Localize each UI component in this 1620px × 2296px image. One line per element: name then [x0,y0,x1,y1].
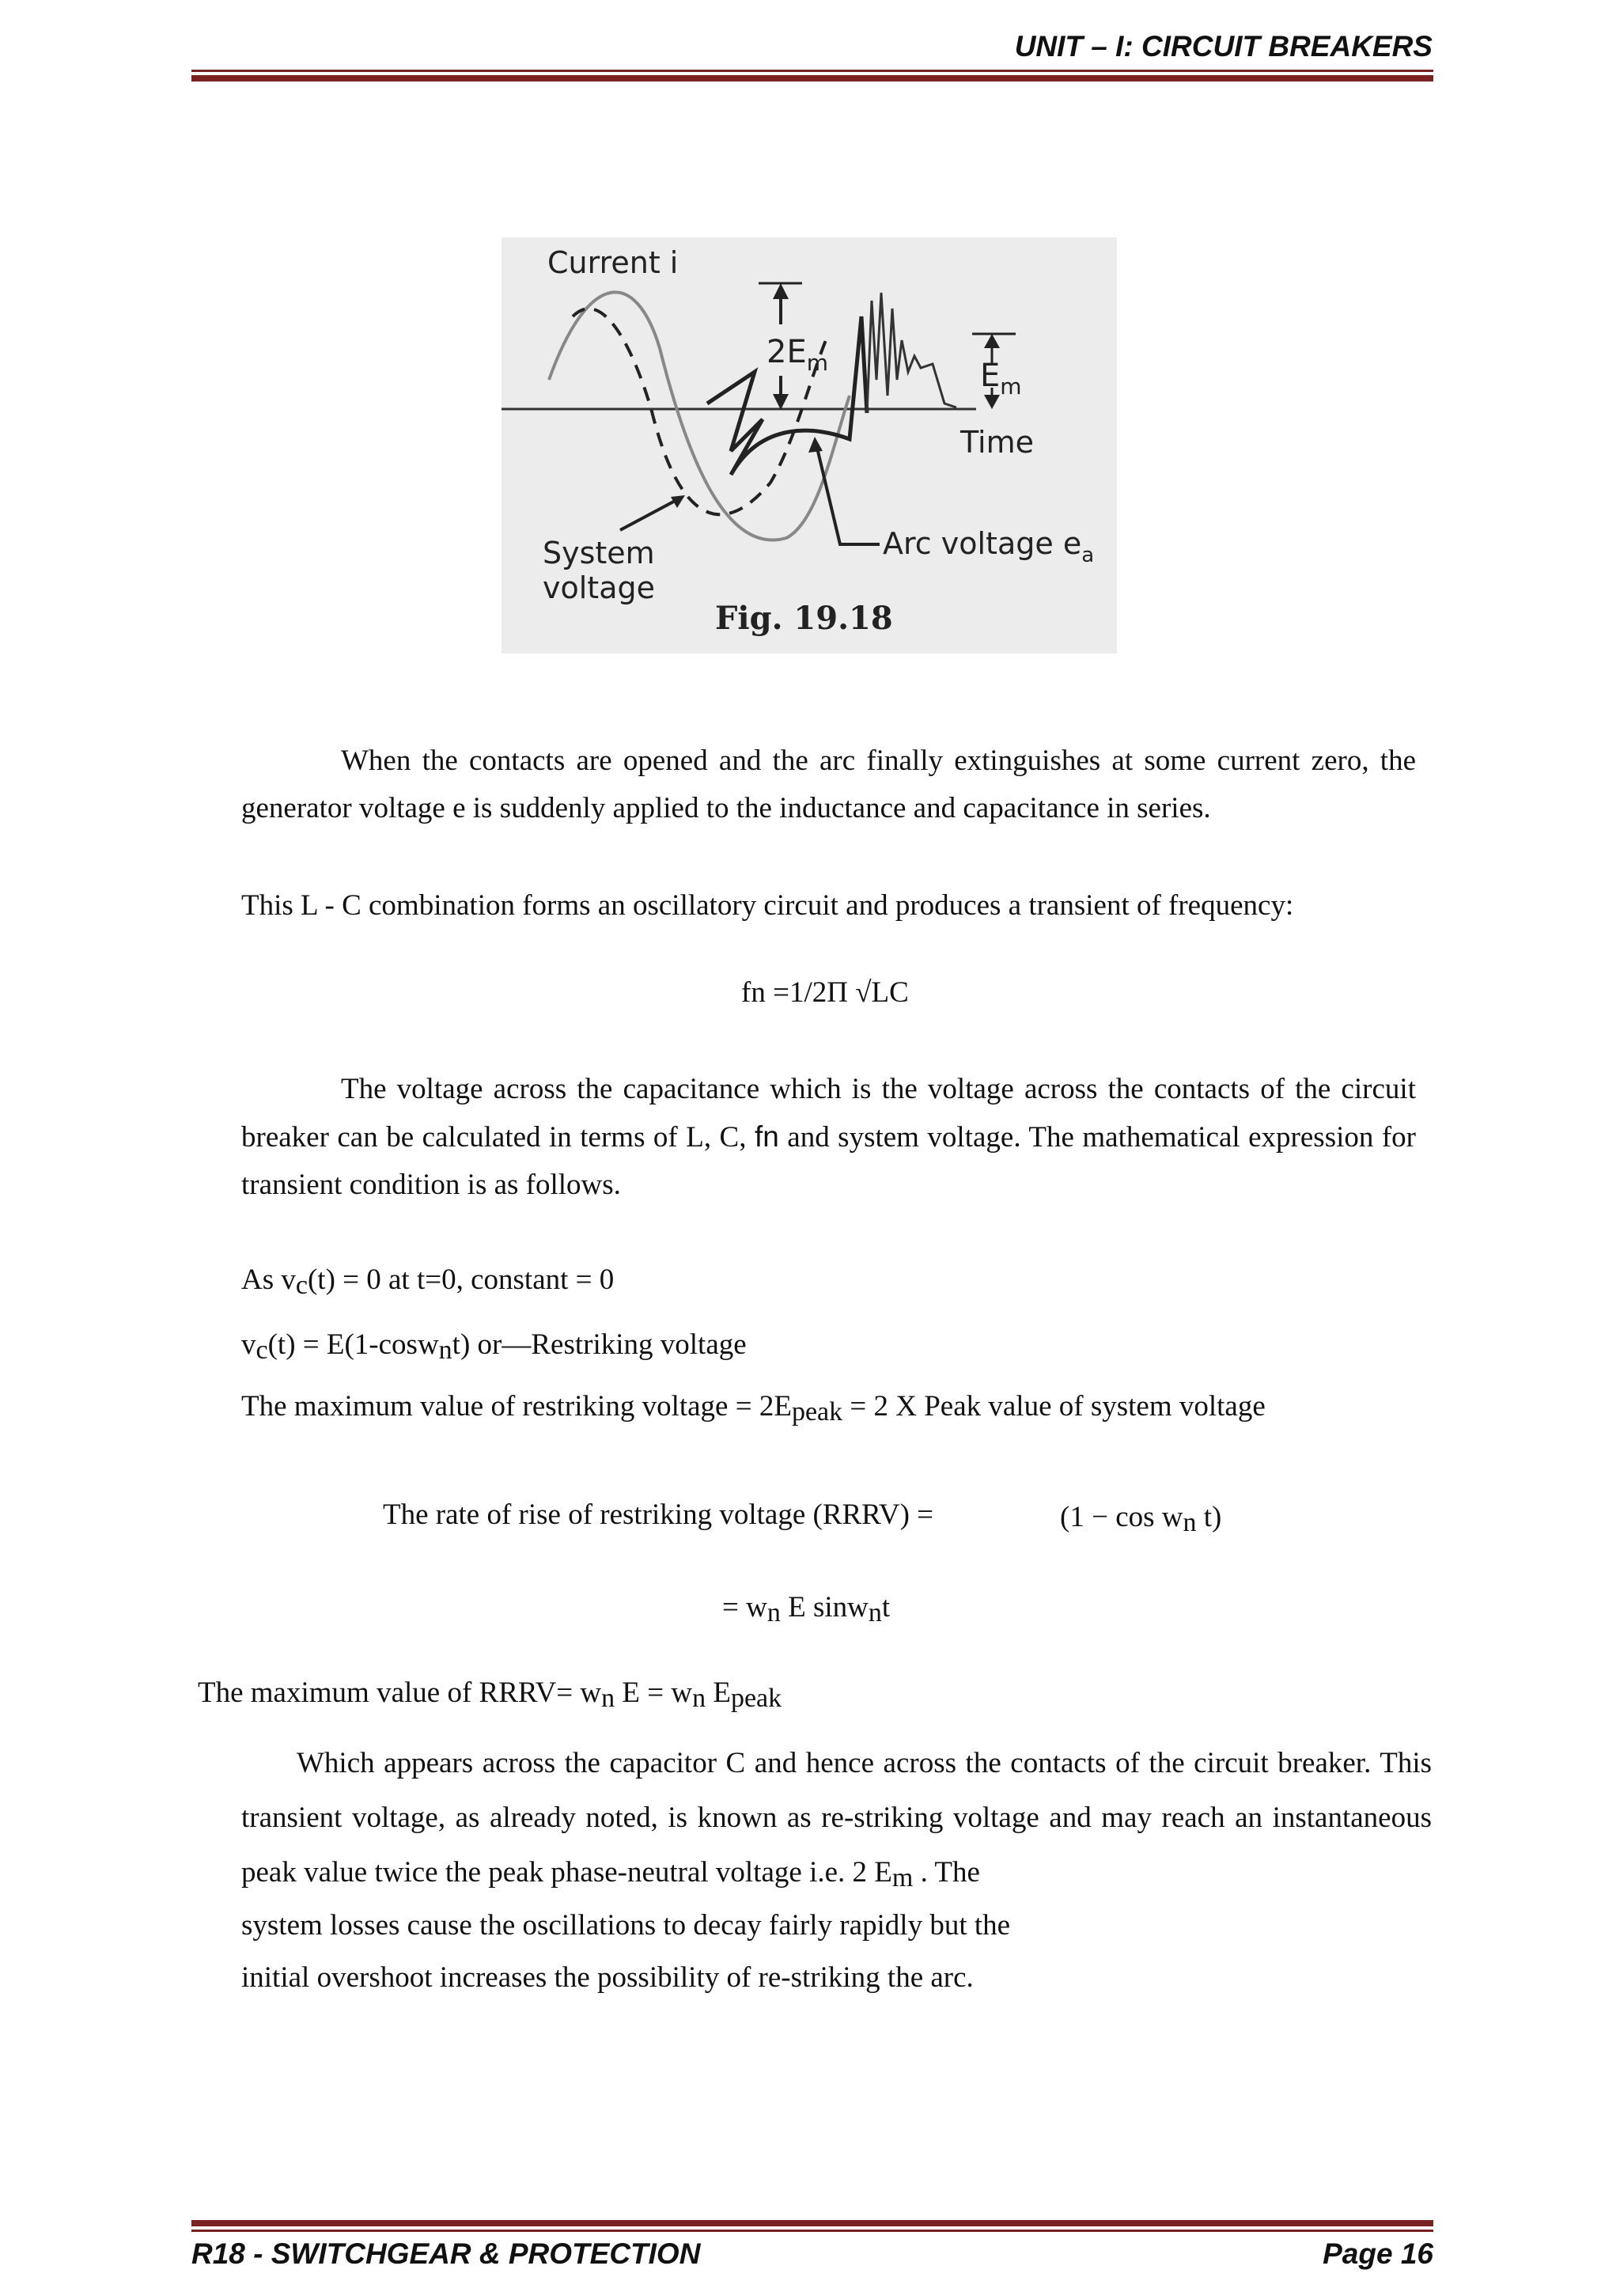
formula-fn: fn =1/2Π √LC [741,976,909,1009]
equation-initial-condition: As $v_c(t) = 0$ at t=0, constant = 0 [241,1264,615,1300]
figure-caption: Fig. 19.18 [715,600,893,637]
rrrv-expression: ($1 - \cos w_n$ t) [1060,1501,1222,1537]
system-voltage-label-2: voltage [543,570,655,605]
time-label: Time [960,425,1034,460]
paragraph-1: When the contacts are opened and the arc finally extinguishes at some current zero, the generator voltage e is suddenly applied to the inductance and capacitance in series. [241,744,1416,824]
figure-diagram [502,237,1117,654]
footer-rule-thin [191,2230,1433,2232]
paragraph-3: The voltage across the capacitance which is the voltage across the contacts of the circuit breaker can be calculated in terms of L, C, fn and system voltage. The mathematical expression for transient condition is as follows. [241,1073,1416,1201]
equation-max-rrrv: The maximum value of RRRV= $w_n$ $E = w_n$ $E_{peak}$ [198,1677,782,1713]
two-em-label: $2E_m$ [766,334,829,376]
system-voltage-label-1: System [543,536,655,570]
equation-max-restriking: The maximum value of restriking voltage = $2E_{peak} = 2$ X Peak value of system voltage [241,1390,1266,1426]
header-title: UNIT – I: CIRCUIT BREAKERS [1014,30,1433,63]
em-label: $E_m$ [980,358,1022,400]
footer-rule-thick [191,2220,1433,2226]
paragraph-4: Which appears across the capacitor C and hence across the contacts of the circuit breaker. This transient voltage, as already noted, is known as re-striking voltage and may reach an instantaneous peak value twice the peak phase-neutral voltage i.e. 2 $E_m$ . The [241,1747,1432,1892]
equation-rrrv-derivative: = $w_n$ E sinw$_n$t [722,1591,891,1627]
paragraph-6: initial overshoot increases the possibility of re-striking the arc. [241,1961,974,1994]
equation-restriking-voltage: $v_c(t) = E(1-\cos w_nt)$ or—Restriking voltage [241,1328,747,1365]
header-rule-thick [191,75,1433,81]
footer-course: R18 - SWITCHGEAR & PROTECTION [191,2237,701,2270]
rrrv-label: The rate of rise of restriking voltage (RRRV) = [383,1498,934,1531]
arc-voltage-label: Arc voltage $e_a$ [883,526,1095,567]
paragraph-2: This L - C combination forms an oscillatory circuit and produces a transient of frequency: [241,889,1294,922]
figure-19-18 [502,237,1117,654]
paragraph-5: system losses cause the oscillations to decay fairly rapidly but the [241,1909,1011,1942]
footer-page-number: Page 16 [1323,2237,1433,2270]
current-label: Current i [547,245,679,280]
header-rule-thin [191,70,1433,72]
